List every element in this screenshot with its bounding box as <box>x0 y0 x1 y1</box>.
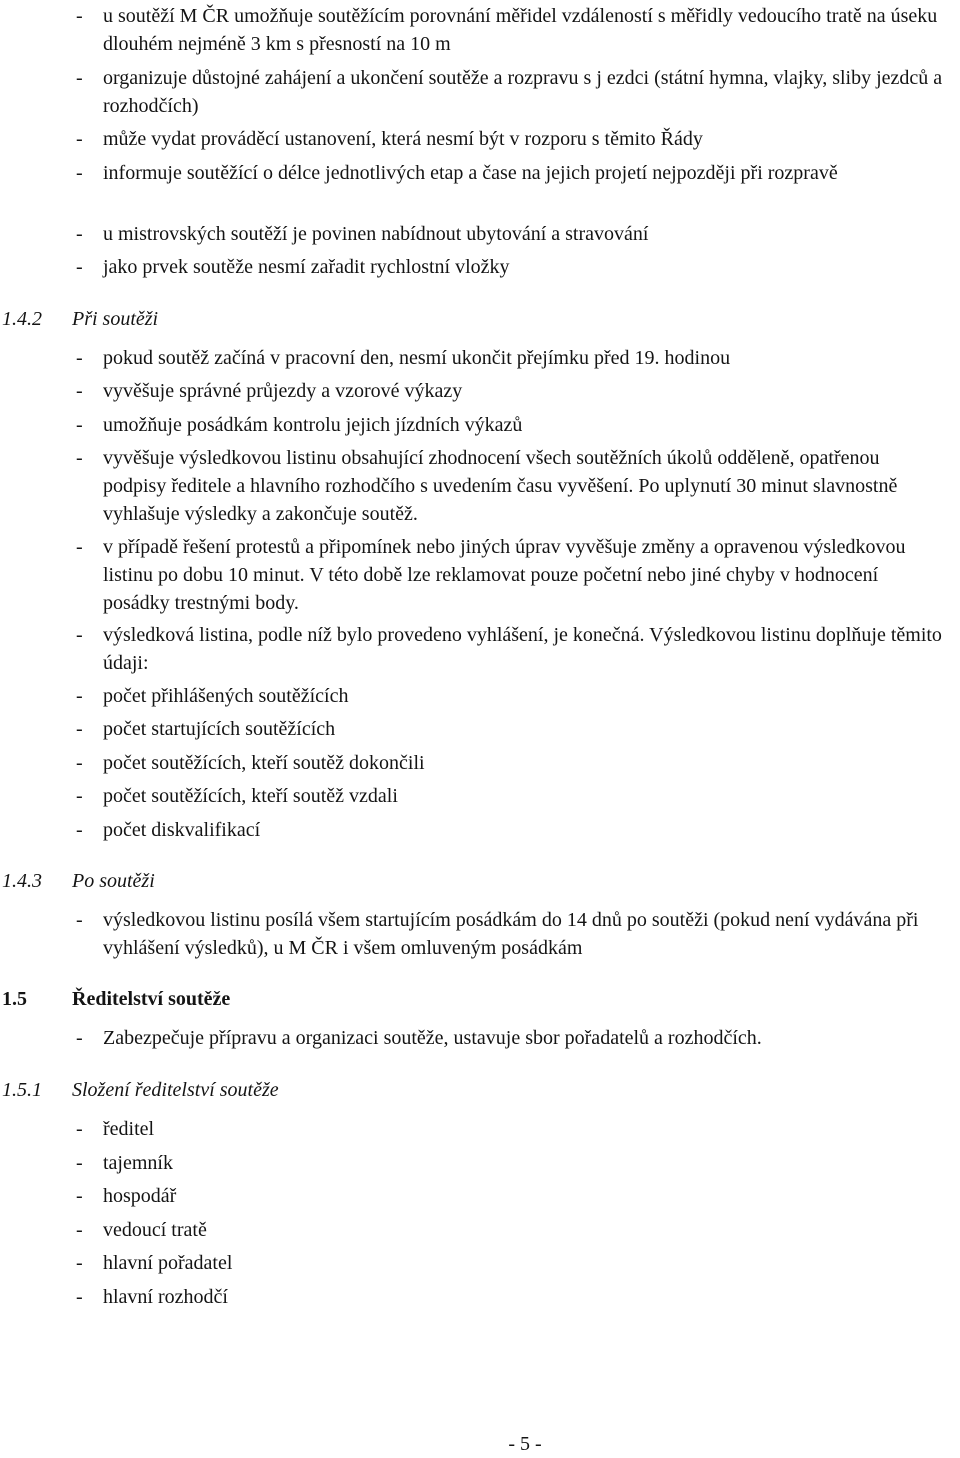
list-item <box>76 444 946 528</box>
list-item-text: vyvěšuje správné průjezdy a vzorové výkazy <box>103 380 463 402</box>
section-title: Ředitelství soutěže <box>72 988 231 1010</box>
list-item-text: počet diskvalifikací <box>103 819 261 841</box>
list-item <box>76 64 946 120</box>
bullet-dash: - <box>76 414 83 436</box>
bullet-dash: - <box>76 1152 83 1174</box>
list-item-text: vedoucí tratě <box>103 1219 207 1241</box>
list-item <box>76 533 946 617</box>
list-item-text: organizuje důstojné zahájení a ukončení soutěže a rozpravu s j ezdci (státní hymna, vlajky, sliby jezdců a rozhodčích) <box>103 67 943 117</box>
list-item <box>76 682 946 710</box>
page-number: - 5 - <box>508 1433 542 1455</box>
bullet-dash: - <box>76 380 83 402</box>
bullet-dash: - <box>76 1185 83 1207</box>
list-item <box>76 1283 946 1311</box>
list-item-text: počet přihlášených soutěžících <box>103 685 349 707</box>
section-heading <box>2 985 230 1013</box>
bullet-dash: - <box>76 5 83 27</box>
bullet-dash: - <box>76 685 83 707</box>
bullet-dash: - <box>76 447 83 469</box>
list-item <box>76 344 946 372</box>
bullet-dash: - <box>76 752 83 774</box>
section-number: 1.5 <box>2 988 27 1010</box>
list-item <box>76 621 946 677</box>
section-number: 1.4.2 <box>2 308 42 330</box>
bullet-dash: - <box>76 536 83 558</box>
section-heading <box>2 867 155 895</box>
list-item <box>76 906 946 962</box>
list-item-text: počet soutěžících, kteří soutěž vzdali <box>103 785 398 807</box>
list-item-text: ředitel <box>103 1118 155 1140</box>
list-item-text: výsledkovou listinu posílá všem startujícím posádkám do 14 dnů po soutěži (pokud není vydávána při vyhlášení výsledků), u M ČR i všem omluveným posádkám <box>103 909 919 959</box>
bullet-dash: - <box>76 1219 83 1241</box>
list-item-text: u mistrovských soutěží je povinen nabídnout ubytování a stravování <box>103 223 649 245</box>
bullet-dash: - <box>76 785 83 807</box>
list-item-text: informuje soutěžící o délce jednotlivých etap a čase na jejich projetí nejpozději při rozpravě <box>103 162 838 184</box>
section-heading <box>2 305 158 333</box>
list-item <box>76 816 946 844</box>
list-item <box>76 377 946 405</box>
list-item-text: Zabezpečuje přípravu a organizaci soutěže, ustavuje sbor pořadatelů a rozhodčích. <box>103 1027 762 1049</box>
bullet-dash: - <box>76 1027 83 1049</box>
bullet-dash: - <box>76 223 83 245</box>
section-title: Složení ředitelství soutěže <box>72 1079 279 1101</box>
bullet-dash: - <box>76 67 83 89</box>
list-item-text: jako prvek soutěže nesmí zařadit rychlostní vložky <box>103 256 510 278</box>
bullet-dash: - <box>76 1286 83 1308</box>
list-item-text: hlavní pořadatel <box>103 1252 233 1274</box>
bullet-dash: - <box>76 256 83 278</box>
list-item-text: vyvěšuje výsledkovou listinu obsahující zhodnocení všech soutěžních úkolů odděleně, opatřenou podpisy ředitele a hlavního rozhodčího s uvedením času vyvěšení. Po uplynutí 30 minut slavnostně vyhlašuje výsledky a zakončuje soutěž. <box>103 447 898 525</box>
bullet-dash: - <box>76 347 83 369</box>
list-item-text: může vydat prováděcí ustanovení, která nesmí být v rozporu s těmito Řády <box>103 128 703 150</box>
bullet-dash: - <box>76 162 83 184</box>
bullet-dash: - <box>76 1252 83 1274</box>
list-item <box>76 1149 946 1177</box>
bullet-dash: - <box>76 128 83 150</box>
list-item <box>76 1249 946 1277</box>
section-title: Po soutěži <box>72 870 155 892</box>
list-item <box>76 220 946 248</box>
list-item-text: pokud soutěž začíná v pracovní den, nesmí ukončit přejímku před 19. hodinou <box>103 347 731 369</box>
section-title: Při soutěži <box>72 308 159 330</box>
list-item-text: u soutěží M ČR umožňuje soutěžícím porovnání měřidel vzdáleností s měřidly vedoucího tratě na úseku dlouhém nejméně 3 km s přesností na 10 m <box>103 5 938 55</box>
list-item <box>76 159 946 187</box>
section-number: 1.4.3 <box>2 870 42 892</box>
list-item <box>76 715 946 743</box>
bullet-dash: - <box>76 718 83 740</box>
bullet-dash: - <box>76 624 83 646</box>
list-item-text: hospodář <box>103 1185 177 1207</box>
list-item <box>76 749 946 777</box>
list-item <box>76 1115 946 1143</box>
list-item <box>76 411 946 439</box>
list-item <box>76 1024 946 1052</box>
list-item-text: hlavní rozhodčí <box>103 1286 228 1308</box>
list-item-text: v případě řešení protestů a připomínek nebo jiných úprav vyvěšuje změny a opravenou výsledkovou listinu po dobu 10 minut. V této době lze reklamovat pouze početní nebo jiné chyby v hodnocení posádky trestnými body. <box>103 536 906 614</box>
section-number: 1.5.1 <box>2 1079 42 1101</box>
list-item-text: počet startujících soutěžících <box>103 718 336 740</box>
list-item-text: počet soutěžících, kteří soutěž dokončili <box>103 752 425 774</box>
section-heading <box>2 1076 279 1104</box>
list-item <box>76 2 946 58</box>
bullet-dash: - <box>76 819 83 841</box>
list-item <box>76 125 946 153</box>
list-item <box>76 253 946 281</box>
list-item-text: výsledková listina, podle níž bylo provedeno vyhlášení, je konečná. Výsledkovou listinu doplňuje těmito údaji: <box>103 624 942 674</box>
list-item-text: umožňuje posádkám kontrolu jejich jízdních výkazů <box>103 414 523 436</box>
list-item <box>76 1216 946 1244</box>
list-item <box>76 782 946 810</box>
bullet-dash: - <box>76 1118 83 1140</box>
bullet-dash: - <box>76 909 83 931</box>
list-item <box>76 1182 946 1210</box>
list-item-text: tajemník <box>103 1152 173 1174</box>
